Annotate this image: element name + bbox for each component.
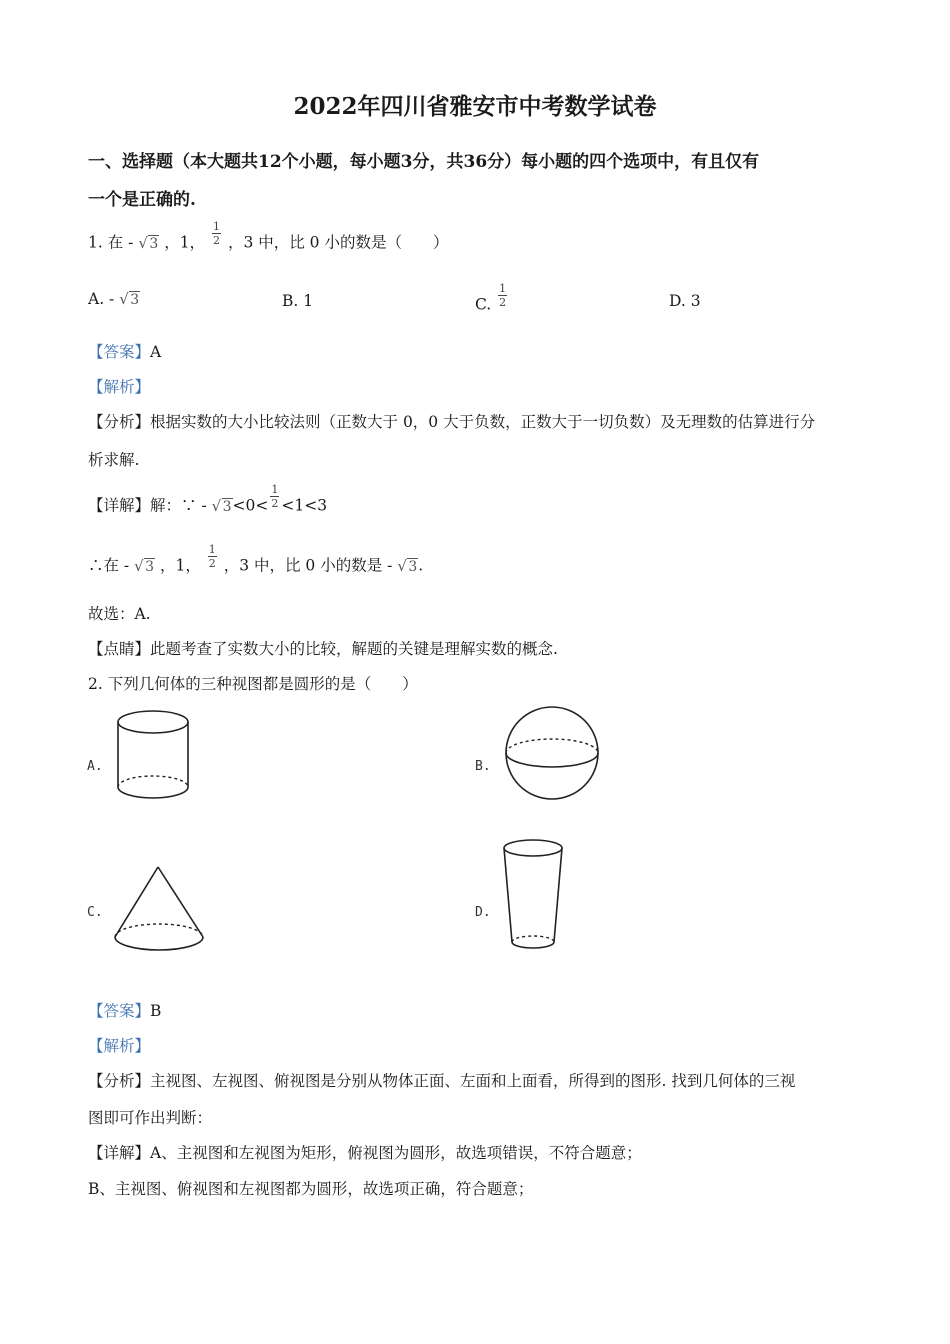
fraction <box>270 483 279 510</box>
option-a-radicand: 3 <box>130 292 140 308</box>
section-heading-line2: 一个是正确的. <box>88 190 196 210</box>
fenxi-tag: 【分析】 <box>88 1072 151 1090</box>
q2-detail-a <box>88 1141 642 1163</box>
option-c <box>475 282 509 319</box>
dianjing-tag: 【点睛】 <box>88 640 151 658</box>
detail-radicand: 3 <box>222 498 232 515</box>
q1-radicand: 3 <box>149 235 159 252</box>
q1-stem-mid: ，1， <box>164 233 206 252</box>
option-c-num: 1 <box>499 282 507 295</box>
fraction <box>208 543 217 570</box>
dianjing-text: 此题考查了实数大小的比较，解题的关键是理解实数的概念. <box>150 640 558 658</box>
q1-stem-suffix: ，3 中，比 0 小的数是（ ） <box>227 233 449 252</box>
question-2-stem: 2. 下列几何体的三种视图都是圆形的是（ ） <box>88 675 418 693</box>
option-b: B. 1 <box>282 292 314 310</box>
answer-tag: 【答案】 <box>88 343 151 361</box>
q2-detail-b: B、主视图、俯视图和左视图都为圆形，故选项正确，符合题意； <box>88 1180 534 1198</box>
therefore-end: . <box>418 556 424 575</box>
sqrt-symbol <box>397 559 418 575</box>
q2-fenxi-line2: 图即可作出判断： <box>88 1109 213 1127</box>
q1-frac-num: 1 <box>213 220 220 233</box>
q1-analysis-tag: 【解析】 <box>88 378 151 396</box>
detail-tag: 【详解】 <box>88 1144 151 1162</box>
sphere-icon <box>500 705 605 805</box>
sqrt-symbol <box>134 559 155 575</box>
fraction <box>212 220 221 247</box>
question-1-stem <box>88 220 449 257</box>
fenxi-tag: 【分析】 <box>88 413 151 431</box>
sqrt-symbol <box>212 499 233 515</box>
q2-answer <box>88 999 161 1021</box>
sqrt-symbol <box>138 236 159 252</box>
shape-label-a: A. <box>87 759 103 774</box>
q1-fenxi-line2: 析求解. <box>88 451 140 469</box>
detail-mid: <0< <box>232 496 269 515</box>
fraction <box>498 282 507 309</box>
detail-suffix: <1<3 <box>281 496 328 515</box>
q1-fenxi-line1 <box>88 410 815 432</box>
shape-label-d: D. <box>475 905 491 920</box>
q1-answer <box>88 340 161 362</box>
detail-tag: 【详解】 <box>88 496 151 515</box>
therefore-mid1: ，1， <box>159 556 201 575</box>
answer-value: A <box>150 343 162 361</box>
therefore-radicand: 3 <box>145 558 155 575</box>
shape-label-c: C. <box>87 905 103 920</box>
detail-a-text: A、主视图和左视图为矩形，俯视图为圆形，故选项错误，不符合题意； <box>150 1144 642 1162</box>
fenxi-text: 根据实数的大小比较法则（正数大于 0，0 大于负数，正数大于一切负数）及无理数的估算进行分 <box>150 413 816 431</box>
fenxi-text: 主视图、左视图、俯视图是分别从物体正面、左面和上面看，所得到的图形. 找到几何体的三视 <box>150 1072 796 1090</box>
q1-therefore <box>88 543 424 580</box>
q1-stem-prefix: 1. 在 - <box>88 233 134 252</box>
q1-dianjing <box>88 637 558 659</box>
therefore-mid2: ，3 中，比 0 小的数是 - <box>223 556 393 575</box>
option-a-prefix: A. - <box>88 290 115 308</box>
therefore-radicand2: 3 <box>408 558 418 575</box>
answer-value: B <box>150 1002 162 1020</box>
section-heading-line1: 一、选择题（本大题共12个小题，每小题3分，共36分）每小题的四个选项中，有且仅有 <box>88 152 760 172</box>
option-a <box>88 290 140 308</box>
q1-detail <box>88 483 328 520</box>
cone-icon <box>110 862 210 962</box>
answer-tag: 【答案】 <box>88 1002 151 1020</box>
cylinder-icon <box>110 705 200 805</box>
option-d: D. 3 <box>669 292 701 310</box>
detail-den: 2 <box>271 497 279 510</box>
therefore-prefix: ∴在 - <box>88 556 130 575</box>
q2-analysis-tag: 【解析】 <box>88 1037 151 1055</box>
q2-fenxi-line1 <box>88 1069 795 1091</box>
sqrt-symbol <box>119 292 140 308</box>
therefore-den: 2 <box>208 557 216 570</box>
page-title: 2022年四川省雅安市中考数学试卷 <box>293 93 657 120</box>
option-c-den: 2 <box>499 296 507 309</box>
detail-prefix: 解：∵ - <box>150 496 207 515</box>
q1-frac-den: 2 <box>213 234 220 247</box>
option-c-prefix: C. <box>475 295 492 314</box>
q1-choose: 故选：A. <box>88 605 151 623</box>
therefore-num: 1 <box>208 543 216 556</box>
shape-label-b: B. <box>475 759 491 774</box>
detail-num: 1 <box>271 483 279 496</box>
cup-icon <box>500 838 570 958</box>
